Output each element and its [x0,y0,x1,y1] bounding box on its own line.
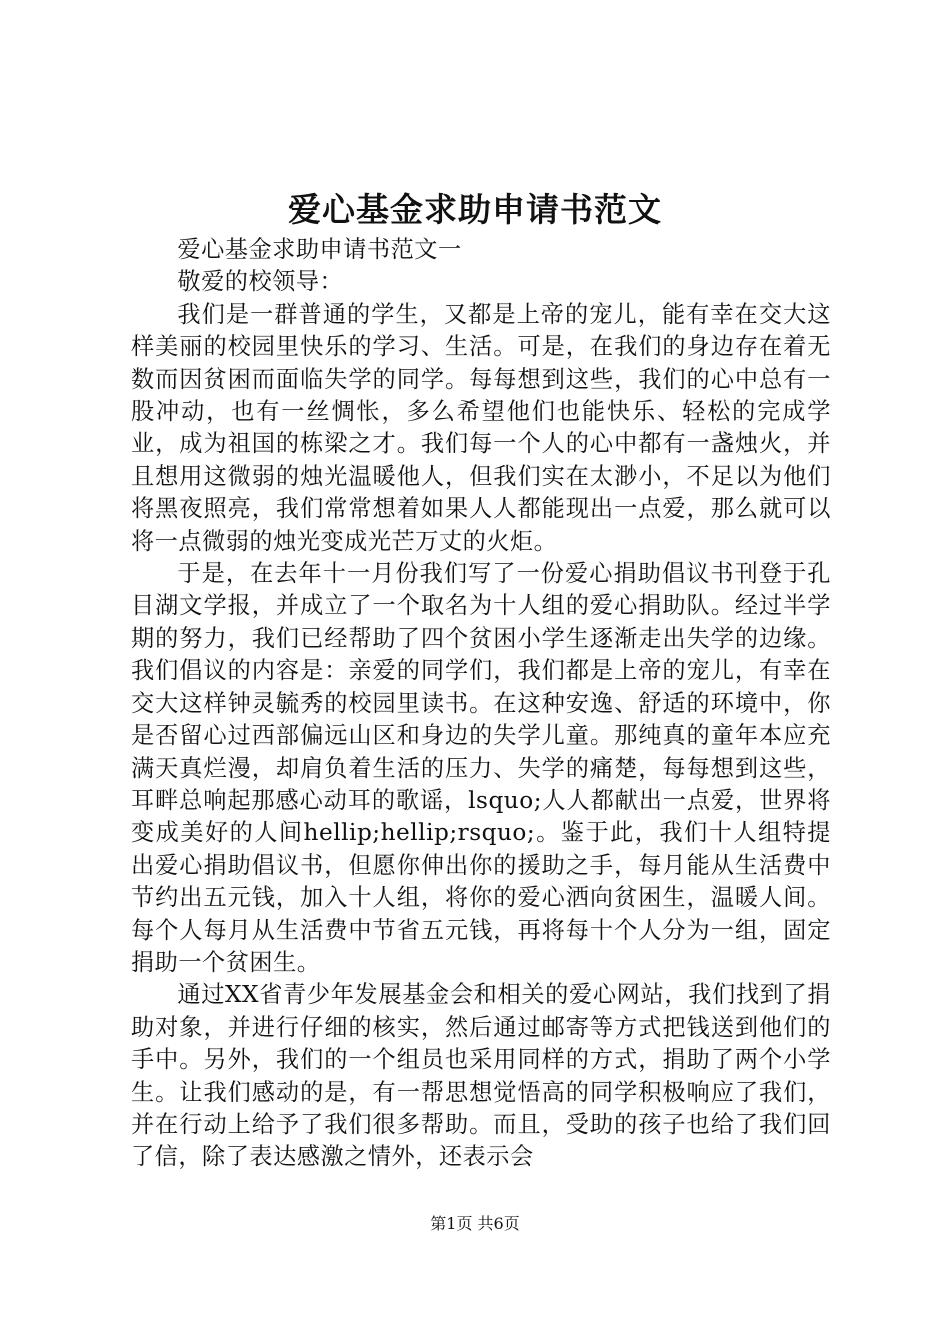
paragraph-2: 于是，在去年十一月份我们写了一份爱心捐助倡议书刊登于孔目湖文学报，并成立了一个取名为十人组的爱心捐助队。经过半学期的努力，我们已经帮助了四个贫困小学生逐渐走出失学的边缘。我们倡议的内容是：亲爱的同学们，我们都是上帝的宠儿，有幸在交大这样钟灵毓秀的校园里读书。在这种安逸、舒适的环境中，你是否留心过西部偏远山区和身边的失学儿童。那纯真的童年本应充满天真烂漫，却肩负着生活的压力、失学的痛楚，每每想到这些，耳畔总响起那感心动耳的歌谣，lsquo;人人都献出一点爱，世界将变成美好的人间hellip;hellip;rsquo;。鉴于此，我们十人组特提出爱心捐助倡议书，但愿你伸出你的援助之手，每月能从生活费中节约出五元钱，加入十人组，将你的爱心洒向贫困生，温暖人间。每个人每月从生活费中节省五元钱，再将每十个人分为一组，固定捐助一个贫困生。 [131,560,831,976]
document-title: 爱心基金求助申请书范文 [288,190,662,229]
paragraph-1: 我们是一群普通的学生，又都是上帝的宠儿，能有幸在交大这样美丽的校园里快乐的学习、生活。可是，在我们的身边存在着无数而因贫困而面临失学的同学。每每想到这些，我们的心中总有一股冲动，也有一丝惆怅，多么希望他们也能快乐、轻松的完成学业，成为祖国的栋梁之才。我们每一个人的心中都有一盏烛火，并且想用这微弱的烛光温暖他人，但我们实在太渺小，不足以为他们将黑夜照亮，我们常常想着如果人人都能现出一点爱，那么就可以将一点微弱的烛光变成光芒万丈的火炬。 [131,300,831,555]
document-body [131,234,831,1174]
paragraph-3: 通过XX省青少年发展基金会和相关的爱心网站，我们找到了捐助对象，并进行仔细的核实，然后通过邮寄等方式把钱送到他们的手中。另外，我们的一个组员也采用同样的方式，捐助了两个小学生。让我们感动的是，有一帮思想觉悟高的同学积极响应了我们，并在行动上给予了我们很多帮助。而且，受助的孩子也给了我们回了信，除了表达感激之情外，还表示会 [131,981,831,1171]
page-indicator: 第1页 共6页 [430,1214,520,1233]
document-subtitle: 爱心基金求助申请书范文一 [177,236,462,263]
page-footer [0,1214,950,1234]
salutation: 敬爱的校领导： [177,268,344,296]
